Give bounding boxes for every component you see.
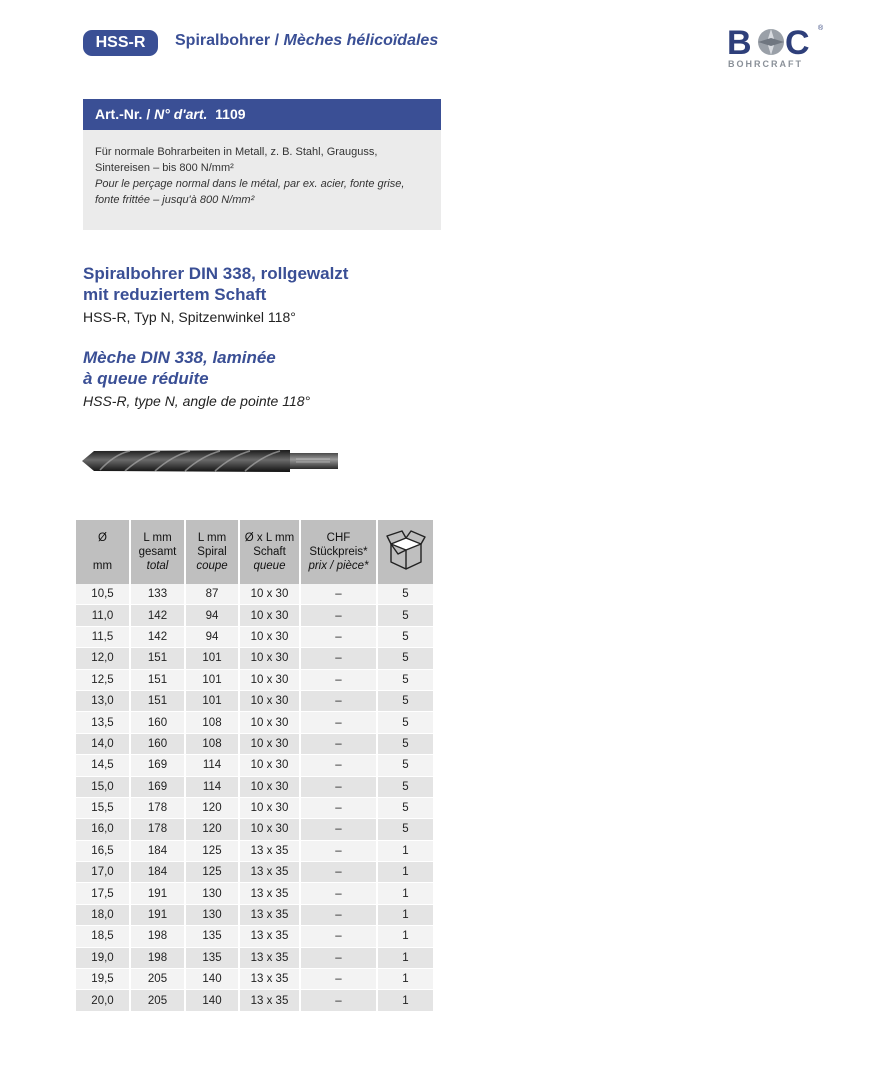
col-diameter-symbol: Ø bbox=[98, 532, 107, 544]
table-row bbox=[76, 777, 433, 798]
cell-pack-qty: 1 bbox=[378, 926, 433, 947]
col-shank-unit: Ø x L mm bbox=[244, 532, 295, 544]
cell-flute-length: 130 bbox=[186, 905, 238, 926]
product-title-fr-line-2: à queue réduite bbox=[83, 369, 209, 388]
cell-flute-length: 120 bbox=[186, 819, 238, 840]
cell-price: – bbox=[301, 648, 376, 669]
cell-price: – bbox=[301, 777, 376, 798]
box-icon bbox=[386, 529, 426, 571]
cell-diameter: 14,5 bbox=[76, 755, 129, 776]
cell-diameter: 10,5 bbox=[76, 584, 129, 605]
col-total-length-unit: L mm bbox=[143, 532, 172, 544]
cell-diameter: 12,0 bbox=[76, 648, 129, 669]
product-title-fr-line-1: Mèche DIN 338, laminée bbox=[83, 348, 276, 367]
cell-flute-length: 125 bbox=[186, 862, 238, 883]
cell-pack-qty: 5 bbox=[378, 648, 433, 669]
cell-price: – bbox=[301, 584, 376, 605]
cell-flute-length: 101 bbox=[186, 670, 238, 691]
table-row bbox=[76, 841, 433, 862]
cell-shank: 13 x 35 bbox=[240, 926, 299, 947]
article-label-fr: N° d'art. bbox=[154, 106, 208, 122]
cell-pack-qty: 5 bbox=[378, 798, 433, 819]
cell-pack-qty: 1 bbox=[378, 905, 433, 926]
cell-shank: 13 x 35 bbox=[240, 841, 299, 862]
cell-flute-length: 94 bbox=[186, 605, 238, 626]
cell-pack-qty: 1 bbox=[378, 969, 433, 990]
desc-fr-line-2: fonte frittée – jusqu'à 800 N/mm² bbox=[95, 194, 255, 206]
table-header-row bbox=[76, 520, 433, 584]
cell-shank: 10 x 30 bbox=[240, 798, 299, 819]
cell-diameter: 20,0 bbox=[76, 990, 129, 1011]
bohrcraft-logo bbox=[727, 22, 827, 72]
cell-flute-length: 135 bbox=[186, 948, 238, 969]
table-row bbox=[76, 926, 433, 947]
cell-pack-qty: 1 bbox=[378, 990, 433, 1011]
col-price-currency: CHF bbox=[326, 532, 351, 544]
cell-shank: 10 x 30 bbox=[240, 605, 299, 626]
logo-letter-c: C bbox=[785, 24, 810, 62]
cell-pack-qty: 1 bbox=[378, 862, 433, 883]
cell-diameter: 11,5 bbox=[76, 627, 129, 648]
product-title-de bbox=[83, 263, 348, 305]
cell-total-length: 169 bbox=[131, 777, 184, 798]
cell-pack-qty: 1 bbox=[378, 841, 433, 862]
cell-total-length: 133 bbox=[131, 584, 184, 605]
cell-pack-qty: 5 bbox=[378, 777, 433, 798]
table-row bbox=[76, 712, 433, 733]
table-row bbox=[76, 990, 433, 1011]
cell-flute-length: 108 bbox=[186, 712, 238, 733]
cell-pack-qty: 5 bbox=[378, 734, 433, 755]
cell-total-length: 160 bbox=[131, 712, 184, 733]
col-total-length-header bbox=[131, 520, 184, 584]
col-total-length-fr: total bbox=[146, 560, 169, 572]
col-price-fr: prix / pièce* bbox=[308, 560, 369, 572]
cell-total-length: 151 bbox=[131, 670, 184, 691]
col-flute-length-unit: L mm bbox=[197, 532, 227, 544]
spec-table bbox=[74, 520, 435, 1012]
cell-total-length: 191 bbox=[131, 883, 184, 904]
cell-price: – bbox=[301, 819, 376, 840]
table-row bbox=[76, 883, 433, 904]
cell-flute-length: 130 bbox=[186, 883, 238, 904]
cell-shank: 10 x 30 bbox=[240, 734, 299, 755]
table-row bbox=[76, 734, 433, 755]
registered-mark: ® bbox=[818, 25, 824, 32]
cell-shank: 10 x 30 bbox=[240, 691, 299, 712]
cell-diameter: 16,5 bbox=[76, 841, 129, 862]
cell-total-length: 198 bbox=[131, 948, 184, 969]
cell-pack-qty: 5 bbox=[378, 627, 433, 648]
cell-shank: 13 x 35 bbox=[240, 948, 299, 969]
col-flute-length-header bbox=[186, 520, 238, 584]
cell-diameter: 16,0 bbox=[76, 819, 129, 840]
article-label-de: Art.-Nr. / bbox=[95, 106, 151, 122]
cell-pack-qty: 5 bbox=[378, 712, 433, 733]
col-pack-header bbox=[378, 520, 433, 584]
cell-price: – bbox=[301, 862, 376, 883]
cell-flute-length: 114 bbox=[186, 755, 238, 776]
cell-shank: 10 x 30 bbox=[240, 627, 299, 648]
cell-total-length: 151 bbox=[131, 691, 184, 712]
cell-total-length: 205 bbox=[131, 990, 184, 1011]
desc-de-line-1: Für normale Bohrarbeiten in Metall, z. B. Stahl, Grauguss, bbox=[95, 146, 378, 158]
cell-shank: 10 x 30 bbox=[240, 777, 299, 798]
table-row bbox=[76, 627, 433, 648]
cell-price: – bbox=[301, 841, 376, 862]
article-description bbox=[83, 130, 441, 230]
col-flute-length-fr: coupe bbox=[196, 560, 228, 572]
cell-pack-qty: 5 bbox=[378, 755, 433, 776]
cell-total-length: 184 bbox=[131, 862, 184, 883]
cell-total-length: 198 bbox=[131, 926, 184, 947]
cell-shank: 13 x 35 bbox=[240, 883, 299, 904]
table-row bbox=[76, 969, 433, 990]
title-separator: / bbox=[270, 32, 284, 49]
cell-price: – bbox=[301, 670, 376, 691]
table-row bbox=[76, 905, 433, 926]
cell-pack-qty: 5 bbox=[378, 819, 433, 840]
cell-price: – bbox=[301, 990, 376, 1011]
col-price-header bbox=[301, 520, 376, 584]
cell-total-length: 160 bbox=[131, 734, 184, 755]
cell-price: – bbox=[301, 883, 376, 904]
cell-price: – bbox=[301, 905, 376, 926]
title-de: Spiralbohrer bbox=[175, 32, 271, 49]
logo-drill-circle-icon bbox=[758, 29, 784, 55]
cell-diameter: 13,0 bbox=[76, 691, 129, 712]
cell-total-length: 178 bbox=[131, 819, 184, 840]
cell-price: – bbox=[301, 926, 376, 947]
cell-flute-length: 125 bbox=[186, 841, 238, 862]
table-row bbox=[76, 862, 433, 883]
cell-total-length: 178 bbox=[131, 798, 184, 819]
cell-flute-length: 140 bbox=[186, 969, 238, 990]
cell-diameter: 14,0 bbox=[76, 734, 129, 755]
cell-flute-length: 140 bbox=[186, 990, 238, 1011]
col-total-length-de: gesamt bbox=[138, 546, 177, 558]
desc-de-line-2: Sintereisen – bis 800 N/mm² bbox=[95, 162, 234, 174]
cell-price: – bbox=[301, 605, 376, 626]
table-row bbox=[76, 584, 433, 605]
cell-diameter: 19,5 bbox=[76, 969, 129, 990]
cell-shank: 13 x 35 bbox=[240, 990, 299, 1011]
product-subtitle-de: HSS-R, Typ N, Spitzenwinkel 118° bbox=[83, 309, 296, 325]
logo-wordmark: BOHRCRAFT bbox=[728, 59, 803, 69]
table-row bbox=[76, 648, 433, 669]
cell-flute-length: 101 bbox=[186, 648, 238, 669]
cell-flute-length: 101 bbox=[186, 691, 238, 712]
article-number-bar bbox=[83, 99, 441, 130]
cell-price: – bbox=[301, 948, 376, 969]
cell-pack-qty: 1 bbox=[378, 883, 433, 904]
cell-total-length: 169 bbox=[131, 755, 184, 776]
product-title-de-line-1: Spiralbohrer DIN 338, rollgewalzt bbox=[83, 264, 349, 283]
cell-total-length: 142 bbox=[131, 627, 184, 648]
product-title-de-line-2: mit reduziertem Schaft bbox=[83, 285, 267, 304]
logo-letter-b: B bbox=[727, 24, 752, 62]
table-row bbox=[76, 691, 433, 712]
table-row bbox=[76, 755, 433, 776]
cell-total-length: 205 bbox=[131, 969, 184, 990]
cell-shank: 10 x 30 bbox=[240, 755, 299, 776]
cell-pack-qty: 1 bbox=[378, 948, 433, 969]
page-title bbox=[175, 32, 438, 50]
cell-flute-length: 94 bbox=[186, 627, 238, 648]
cell-price: – bbox=[301, 755, 376, 776]
cell-flute-length: 120 bbox=[186, 798, 238, 819]
col-shank-header bbox=[240, 520, 299, 584]
cell-total-length: 191 bbox=[131, 905, 184, 926]
cell-pack-qty: 5 bbox=[378, 670, 433, 691]
cell-diameter: 19,0 bbox=[76, 948, 129, 969]
cell-shank: 10 x 30 bbox=[240, 584, 299, 605]
cell-shank: 10 x 30 bbox=[240, 819, 299, 840]
cell-total-length: 142 bbox=[131, 605, 184, 626]
cell-diameter: 12,5 bbox=[76, 670, 129, 691]
table-row bbox=[76, 670, 433, 691]
table-row bbox=[76, 798, 433, 819]
cell-total-length: 151 bbox=[131, 648, 184, 669]
product-subtitle-fr: HSS-R, type N, angle de pointe 118° bbox=[83, 393, 311, 409]
desc-fr-line-1: Pour le perçage normal dans le métal, par ex. acier, fonte grise, bbox=[95, 178, 405, 190]
cell-diameter: 18,0 bbox=[76, 905, 129, 926]
drill-bit-image bbox=[80, 446, 340, 476]
col-shank-de: Schaft bbox=[253, 546, 286, 558]
cell-diameter: 17,5 bbox=[76, 883, 129, 904]
col-flute-length-de: Spiral bbox=[197, 546, 227, 558]
cell-pack-qty: 5 bbox=[378, 691, 433, 712]
cell-shank: 13 x 35 bbox=[240, 969, 299, 990]
cell-pack-qty: 5 bbox=[378, 584, 433, 605]
cell-shank: 13 x 35 bbox=[240, 862, 299, 883]
cell-diameter: 15,5 bbox=[76, 798, 129, 819]
cell-diameter: 18,5 bbox=[76, 926, 129, 947]
table-row bbox=[76, 948, 433, 969]
cell-pack-qty: 5 bbox=[378, 605, 433, 626]
cell-flute-length: 114 bbox=[186, 777, 238, 798]
cell-diameter: 15,0 bbox=[76, 777, 129, 798]
cell-diameter: 11,0 bbox=[76, 605, 129, 626]
cell-price: – bbox=[301, 969, 376, 990]
cell-flute-length: 135 bbox=[186, 926, 238, 947]
cell-price: – bbox=[301, 712, 376, 733]
hss-r-badge: HSS-R bbox=[83, 30, 158, 56]
cell-diameter: 13,5 bbox=[76, 712, 129, 733]
col-price-de: Stückpreis* bbox=[309, 546, 368, 558]
cell-diameter: 17,0 bbox=[76, 862, 129, 883]
cell-price: – bbox=[301, 691, 376, 712]
cell-price: – bbox=[301, 627, 376, 648]
cell-flute-length: 87 bbox=[186, 584, 238, 605]
col-diameter-header bbox=[76, 520, 129, 584]
cell-shank: 10 x 30 bbox=[240, 670, 299, 691]
cell-shank: 10 x 30 bbox=[240, 712, 299, 733]
col-diameter-unit: mm bbox=[92, 560, 113, 572]
cell-price: – bbox=[301, 734, 376, 755]
cell-flute-length: 108 bbox=[186, 734, 238, 755]
table-row bbox=[76, 605, 433, 626]
cell-shank: 13 x 35 bbox=[240, 905, 299, 926]
col-shank-fr: queue bbox=[253, 560, 286, 572]
title-fr: Mèches hélicoïdales bbox=[283, 32, 439, 49]
product-title-fr bbox=[83, 347, 276, 389]
article-number: 1109 bbox=[215, 106, 246, 122]
cell-shank: 10 x 30 bbox=[240, 648, 299, 669]
table-row bbox=[76, 819, 433, 840]
cell-price: – bbox=[301, 798, 376, 819]
cell-total-length: 184 bbox=[131, 841, 184, 862]
